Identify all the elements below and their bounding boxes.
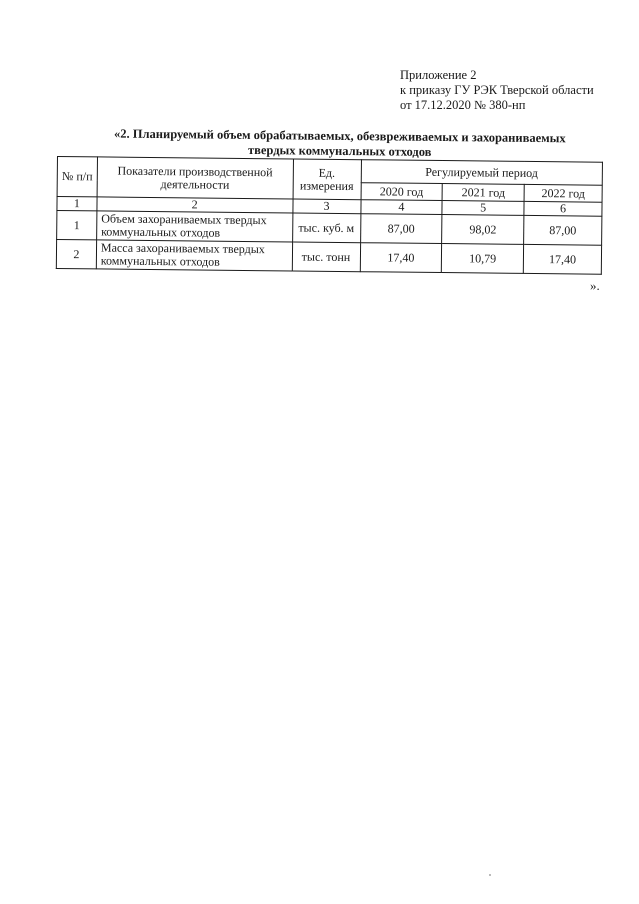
header-period: Регулируемый период xyxy=(361,160,603,186)
header-year-2021: 2021 год xyxy=(442,184,524,202)
scan-speck xyxy=(489,874,491,876)
header-num: № п/п xyxy=(57,157,97,197)
title-line-1: «2. Планируемый объем обрабатываемых, обезвреживаемых и захораниваемых xyxy=(114,126,566,146)
column-number: 1 xyxy=(57,197,97,211)
row-unit: тыс. куб. м xyxy=(292,213,360,243)
column-number: 4 xyxy=(360,200,442,215)
appendix-header xyxy=(400,68,594,113)
row-value-2022: 17,40 xyxy=(523,244,601,274)
column-number: 3 xyxy=(292,199,360,214)
header-year-2020: 2020 год xyxy=(361,183,443,201)
appendix-line-1: Приложение 2 xyxy=(400,68,477,82)
header-unit: Ед. измерения xyxy=(293,159,361,200)
row-value-2021: 10,79 xyxy=(442,244,524,274)
row-value-2020: 17,40 xyxy=(360,243,442,273)
row-value-2021: 98,02 xyxy=(442,215,524,245)
header-year-2022: 2022 год xyxy=(524,184,602,202)
column-number: 6 xyxy=(524,201,602,216)
row-value-2020: 87,00 xyxy=(360,214,442,244)
column-number: 2 xyxy=(97,197,293,213)
row-indicator: Масса захораниваемых твердых коммунальных отходов xyxy=(96,240,292,271)
title-line-2: твердых коммунальных отходов xyxy=(247,142,432,159)
row-unit: тыс. тонн xyxy=(292,242,360,272)
row-num: 2 xyxy=(56,240,96,269)
row-indicator: Объем захораниваемых твердых коммунальных отходов xyxy=(97,211,293,242)
appendix-line-2: к приказу ГУ РЭК Тверской области xyxy=(400,83,594,97)
row-num: 1 xyxy=(57,211,97,240)
row-value-2022: 87,00 xyxy=(524,215,602,245)
closing-quote: ». xyxy=(590,278,600,293)
column-number: 5 xyxy=(442,201,524,216)
appendix-line-3: от 17.12.2020 № 380-нп xyxy=(400,98,526,112)
header-indicator: Показатели производственной деятельности xyxy=(97,157,293,199)
table-header-row xyxy=(57,157,602,186)
table-row xyxy=(56,240,601,275)
waste-volume-table xyxy=(56,156,603,275)
